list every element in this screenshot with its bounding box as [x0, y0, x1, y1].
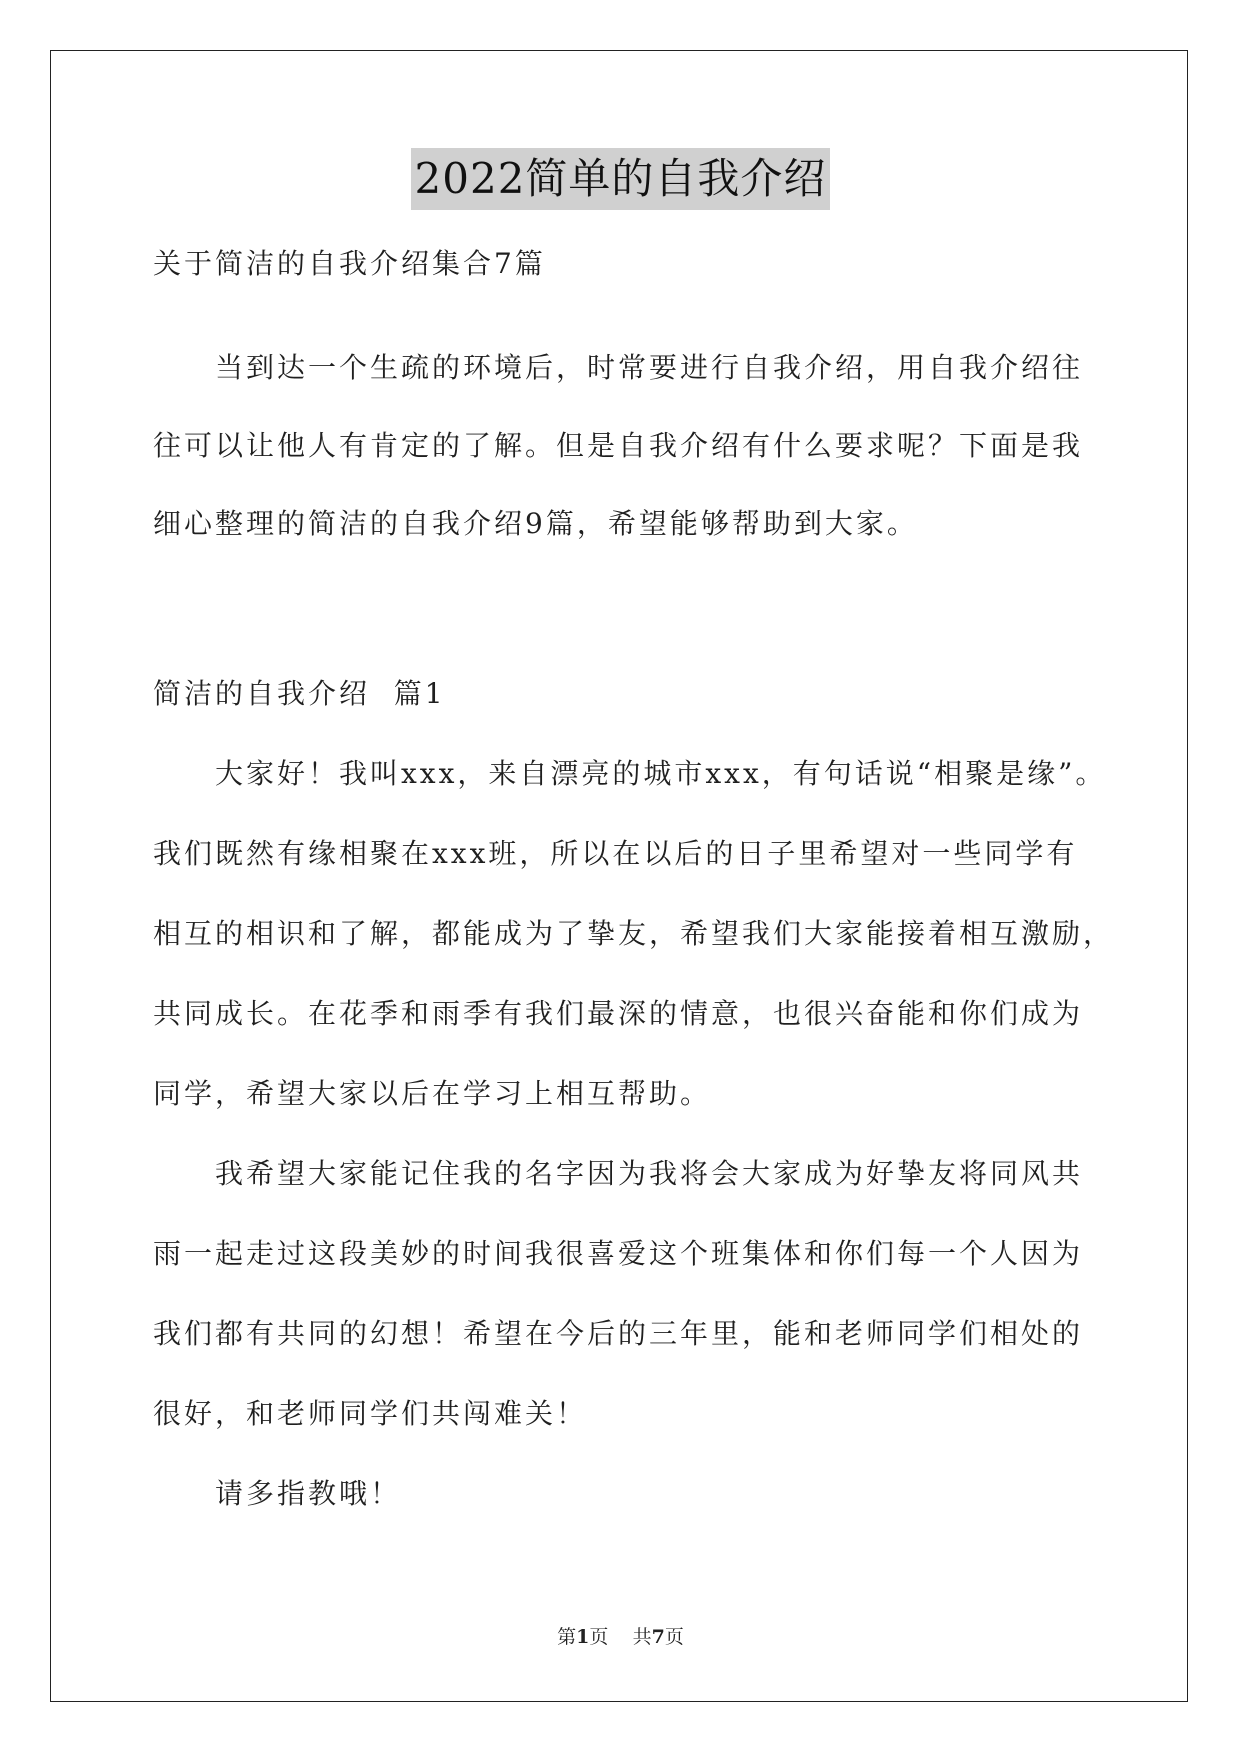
document-subtitle: 关于简洁的自我介绍集合7篇 — [153, 247, 546, 280]
para1-line: 大家好！我叫xxx，来自漂亮的城市xxx，有句话说“相聚是缘”。 — [215, 757, 1107, 790]
total-prefix: 共 — [632, 1626, 652, 1648]
para1-line: 共同成长。在花季和雨季有我们最深的情意，也很兴奋能和你们成为 — [153, 997, 1084, 1030]
subtitle-block — [153, 244, 1093, 284]
intro-line: 细心整理的简洁的自我介绍9篇，希望能够帮助到大家。 — [153, 507, 918, 540]
paragraph-1 — [153, 754, 1115, 1114]
page-number: 1 — [576, 1626, 590, 1648]
section-heading-block — [153, 674, 1093, 714]
closing-line: 请多指教哦！ — [215, 1477, 402, 1510]
page-prefix: 第 — [557, 1626, 577, 1648]
para2-line: 雨一起走过这段美妙的时间我很喜爱这个班集体和你们每一个人因为 — [153, 1237, 1084, 1270]
page-footer — [0, 1622, 1241, 1649]
intro-line: 往可以让他人有肯定的了解。但是自我介绍有什么要求呢？下面是我 — [153, 429, 1084, 462]
para2-line: 我们都有共同的幻想！希望在今后的三年里，能和老师同学们相处的 — [153, 1317, 1084, 1350]
paragraph-2 — [153, 1154, 1093, 1434]
para1-line: 我们既然有缘相聚在xxx班，所以在以后的日子里希望对一些同学有 — [153, 837, 1078, 870]
total-suffix: 页 — [664, 1626, 684, 1648]
para2-line: 很好，和老师同学们共闯难关！ — [153, 1397, 588, 1430]
closing-block — [153, 1474, 1093, 1514]
intro-paragraph — [153, 348, 1093, 544]
para1-line: 同学，希望大家以后在学习上相互帮助。 — [153, 1077, 712, 1110]
document-title: 2022简单的自我介绍 — [411, 148, 831, 210]
page-suffix: 页 — [589, 1626, 609, 1648]
section-heading: 简洁的自我介绍 篇1 — [153, 677, 446, 710]
para1-line: 相互的相识和了解，都能成为了挚友，希望我们大家能接着相互激励， — [153, 917, 1115, 950]
intro-line: 当到达一个生疏的环境后，时常要进行自我介绍，用自我介绍往 — [215, 351, 1084, 384]
total-pages: 7 — [651, 1626, 665, 1648]
para2-line: 我希望大家能记住我的名字因为我将会大家成为好挚友将同风共 — [215, 1157, 1084, 1190]
title-container — [0, 148, 1241, 210]
